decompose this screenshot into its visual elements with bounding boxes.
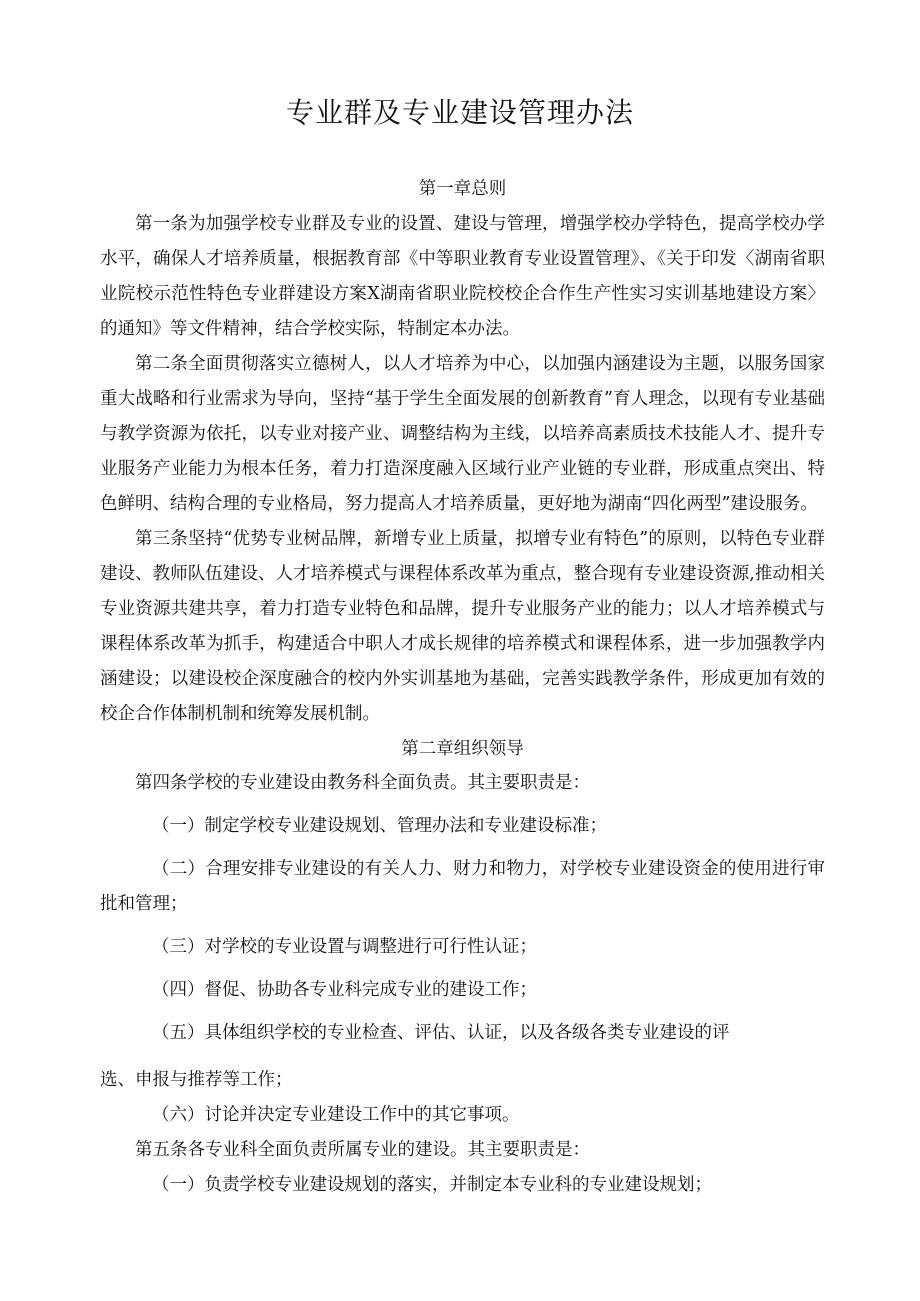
article-4-item-2: （二）合理安排专业建设的有关人力、财力和物力，对学校专业建设资金的使用进行审批和管理； (100, 859, 825, 914)
article-5: 第五条各专业科全面负责所属专业的建设。其主要职责是： (135, 1140, 590, 1160)
document-title: 专业群及专业建设管理办法 (285, 96, 634, 129)
article-4: 第四条学校的专业建设由教务科全面负责。其主要职责是： (135, 773, 590, 793)
article-1: 第一条为加强学校专业群及专业的设置、建设与管理，增强学校办学特色，提高学校办学水平，确保人才培养质量，根据教育部《中等职业教育专业设置管理》、《关于印发〈湖南省职业院校示范性特色专业群建设方案X湖南省职业院校校企合作生产性实习实训基地建设方案〉的通知》等文件精神，结合学校实际，特制定本办法。 (100, 214, 825, 339)
article-4-item-5-continued: 选、申报与推荐等工作； (100, 1070, 293, 1090)
chapter-2-heading: 第二章组织领导 (401, 739, 524, 759)
article-4-item-6: （六）讨论并决定专业建设工作中的其它事项。 (152, 1105, 520, 1125)
article-2: 第二条全面贯彻落实立德树人，以人才培养为中心，以加强内涵建设为主题，以服务国家重大战略和行业需求为导向，坚持“基于学生全面发展的创新教育”育人理念，以现有专业基础与教学资源为依托，以专业对接产业、调整结构为主线，以培养高素质技术技能人才、提升专业服务产业能力为根本任务，着力打造深度融入区域行业产业链的专业群，形成重点突出、特色鲜明、结构合理的专业格局，努力提高人才培养质量，更好地为湖南“四化两型”建设服务。 (100, 354, 825, 514)
article-4-item-4: （四）督促、协助各专业科完成专业的建设工作； (152, 980, 537, 1000)
article-4-item-3: （三）对学校的专业设置与调整进行可行性认证； (152, 937, 537, 957)
article-4-item-1: （一）制定学校专业建设规划、管理办法和专业建设标准； (152, 816, 607, 836)
article-4-item-5: （五）具体组织学校的专业检查、评估、认证，以及各级各类专业建设的评 (152, 1023, 730, 1043)
document-body (100, 172, 825, 1203)
chapter-1-heading: 第一章总则 (418, 179, 507, 199)
article-5-item-1: （一）负责学校专业建设规划的落实，并制定本专业科的专业建设规划； (152, 1175, 712, 1195)
article-3: 第三条坚持“优势专业树品牌，新增专业上质量，拟增专业有特色”的原则，以特色专业群建设、教师队伍建设、人才培养模式与课程体系改革为重点，整合现有专业建设资源,推动相关专业资源共建共享，着力打造专业特色和品牌，提升专业服务产业的能力；以人才培养模式与课程体系改革为抓手，构建适合中职人才成长规律的培养模式和课程体系，进一步加强教学内涵建设；以建设校企深度融合的校内外实训基地为基础，完善实践教学条件，形成更加有效的校企合作体制机制和统筹发展机制。 (100, 529, 825, 724)
